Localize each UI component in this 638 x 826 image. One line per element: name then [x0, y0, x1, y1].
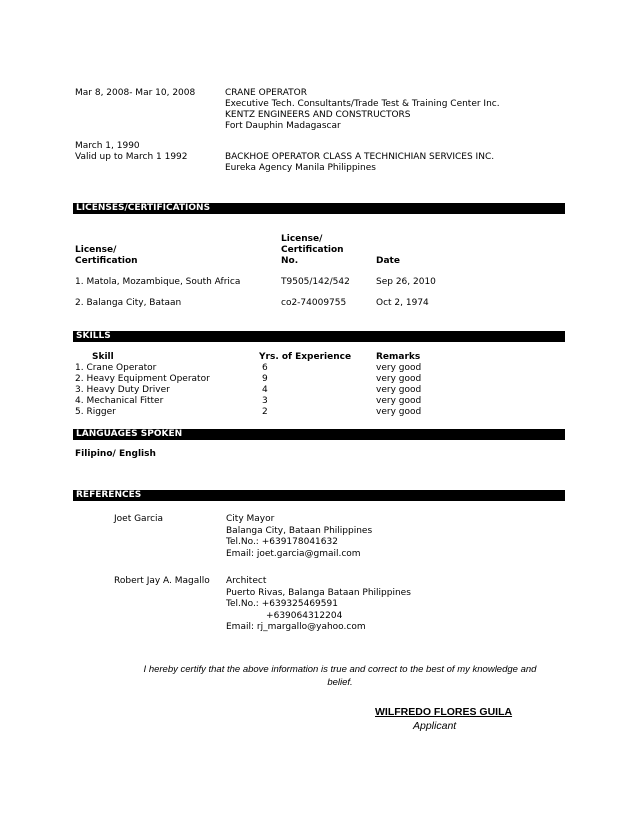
employment-1-line: KENTZ ENGINEERS AND CONSTRUCTORS [225, 110, 411, 120]
employment-2-period-line: March 1, 1990 [75, 141, 140, 151]
applicant-name: WILFREDO FLORES GUILA [375, 706, 513, 718]
skills-col-years-header: Yrs. of Experience [259, 352, 352, 362]
references-heading: REFERENCES [73, 490, 565, 501]
header-line: License/ [281, 234, 323, 244]
licenses-col-date-header: Date [376, 256, 400, 266]
header-line: License/ [75, 245, 117, 255]
employment-2-line: Eureka Agency Manila Philippines [225, 163, 376, 173]
skills-heading: SKILLS [73, 331, 565, 342]
languages-value: Filipino/ English [75, 449, 156, 459]
employment-1-details [225, 88, 500, 132]
header-line: Certification [75, 256, 138, 266]
header-line: No. [281, 256, 299, 266]
reference-2-details [226, 576, 411, 634]
licenses-col-number-header [281, 234, 344, 267]
certification-line: belief. [327, 677, 353, 688]
employment-1-line: Fort Dauphin Madagascar [225, 121, 341, 131]
skills-col-remarks-header: Remarks [376, 352, 421, 362]
license-row-1-number: T9505/142/542 [281, 277, 350, 287]
reference-1-line: Email: joet.garcia@gmail.com [226, 548, 361, 559]
employment-2-period-line: Valid up to March 1 1992 [75, 152, 188, 162]
reference-1-line: Tel.No.: +639178041632 [226, 537, 338, 547]
license-row-2-number: co2-74009755 [281, 298, 347, 308]
reference-2-line: Tel.No.: +639325469591 [226, 599, 338, 609]
skill-row-5-years: 2 [262, 407, 268, 417]
reference-1-details [226, 514, 372, 560]
employment-1-line: CRANE OPERATOR [225, 88, 307, 98]
employment-2-period [75, 141, 188, 163]
licenses-heading: LICENSES/CERTIFICATIONS [73, 203, 565, 214]
licenses-col-place-header [75, 245, 138, 267]
employment-1-period: Mar 8, 2008- Mar 10, 2008 [75, 88, 196, 98]
skill-row-2-skill: 2. Heavy Equipment Operator [75, 374, 210, 384]
skill-row-3-skill: 3. Heavy Duty Driver [75, 385, 170, 395]
reference-1-line: City Mayor [226, 514, 275, 524]
license-row-1-date: Sep 26, 2010 [376, 277, 436, 287]
skill-row-1-remarks: very good [376, 363, 422, 373]
skill-row-4-remarks: very good [376, 396, 422, 406]
employment-2-details [225, 152, 494, 174]
reference-2-line: Puerto Rivas, Balanga Bataan Philippines [226, 587, 411, 598]
reference-1-name: Joet Garcia [114, 514, 164, 524]
employment-1-line: Executive Tech. Consultants/Trade Test & Training Center Inc. [225, 99, 500, 109]
skill-row-5-remarks: very good [376, 407, 422, 417]
reference-2-name: Robert Jay A. Magallo [114, 576, 210, 586]
skill-row-4-years: 3 [262, 396, 268, 406]
header-line: Certification [281, 245, 344, 255]
license-row-1-place: 1. Matola, Mozambique, South Africa [75, 277, 241, 287]
skill-row-5-skill: 5. Rigger [75, 407, 116, 417]
employment-2-line: BACKHOE OPERATOR CLASS A TECHNICHIAN SERVICES INC. [225, 152, 495, 162]
license-row-2-date: Oct 2, 1974 [376, 298, 429, 308]
skill-row-1-years: 6 [262, 363, 268, 373]
reference-2-line: Architect [226, 576, 267, 586]
skill-row-4-skill: 4. Mechanical Fitter [75, 396, 164, 406]
reference-2-line: Email: rj_margallo@yahoo.com [226, 622, 366, 632]
skills-col-skill-header: Skill [92, 352, 114, 362]
license-row-2-place: 2. Balanga City, Bataan [75, 298, 182, 308]
applicant-role: Applicant [413, 720, 457, 732]
skill-row-3-remarks: very good [376, 385, 422, 395]
reference-2-line: +639064312204 [226, 610, 343, 621]
languages-heading: LANGUAGES SPOKEN [73, 429, 565, 440]
certification-line: I hereby certify that the above information is true and correct to the best of my knowledge and [143, 664, 537, 675]
skill-row-2-remarks: very good [376, 374, 422, 384]
skill-row-2-years: 9 [262, 374, 268, 384]
skill-row-1-skill: 1. Crane Operator [75, 363, 157, 373]
certification-statement [120, 663, 560, 689]
skill-row-3-years: 4 [262, 385, 268, 395]
reference-1-line: Balanga City, Bataan Philippines [226, 525, 373, 536]
